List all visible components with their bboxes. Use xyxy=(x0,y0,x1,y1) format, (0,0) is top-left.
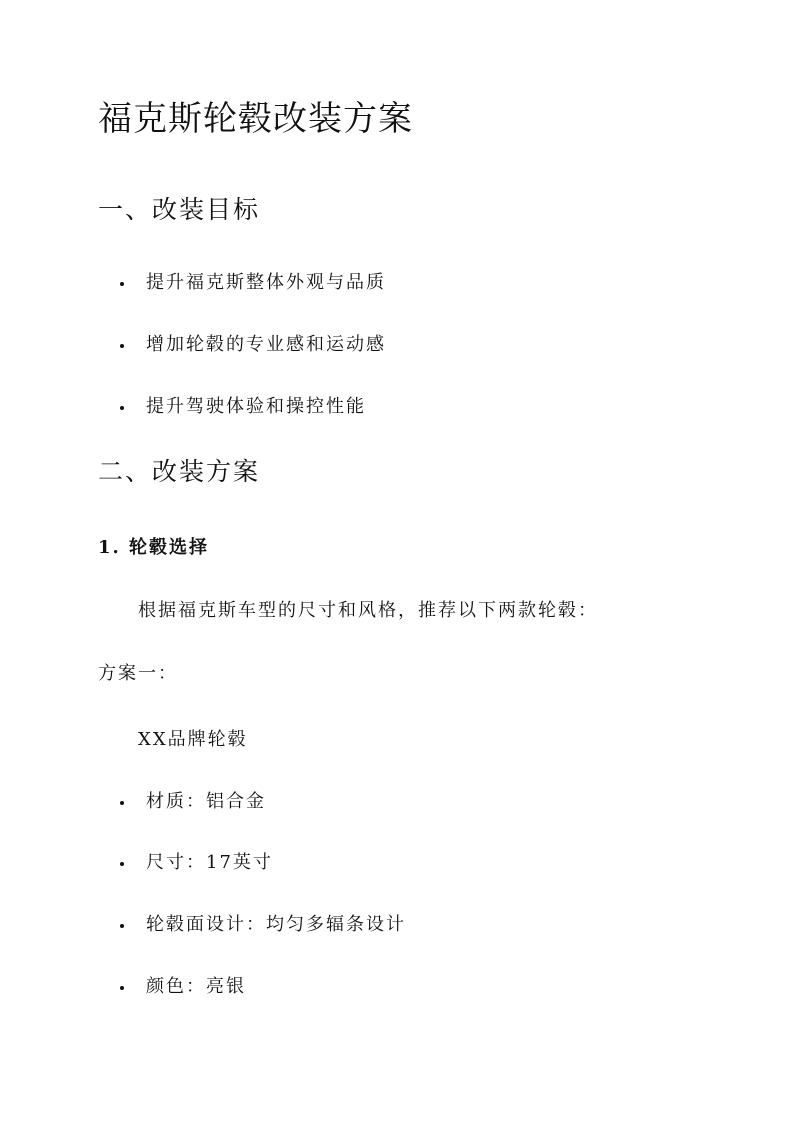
spec-list-item xyxy=(116,850,273,876)
section-heading-plan: 二、改装方案 xyxy=(98,457,261,486)
document-title: 福克斯轮毂改装方案 xyxy=(98,99,413,139)
spec-text: 材质：铝合金 xyxy=(146,791,266,812)
spec-list-item xyxy=(116,974,246,1000)
spec-text: 颜色：亮银 xyxy=(146,976,246,997)
bullet-icon xyxy=(120,406,124,410)
brand-name: XX品牌轮毂 xyxy=(138,729,248,750)
intro-paragraph: 根据福克斯车型的尺寸和风格，推荐以下两款轮毂： xyxy=(138,600,598,621)
goal-list-item xyxy=(116,332,386,358)
subsection-heading-wheel-selection: 1. 轮毂选择 xyxy=(98,537,210,558)
goal-list-item xyxy=(116,270,386,296)
bullet-icon xyxy=(120,801,124,805)
goal-list-item xyxy=(116,394,366,420)
spec-list-item xyxy=(116,789,266,815)
bullet-icon xyxy=(120,924,124,928)
option-label: 方案一： xyxy=(98,663,178,684)
spec-text: 尺寸：17英寸 xyxy=(146,852,273,873)
bullet-icon xyxy=(120,986,124,990)
spec-text: 轮毂面设计：均匀多辐条设计 xyxy=(146,914,406,935)
bullet-icon xyxy=(120,862,124,866)
goal-text: 提升福克斯整体外观与品质 xyxy=(146,272,386,293)
section-heading-goals: 一、改装目标 xyxy=(98,195,261,224)
goal-text: 提升驾驶体验和操控性能 xyxy=(146,396,366,417)
spec-list-item xyxy=(116,912,406,938)
bullet-icon xyxy=(120,344,124,348)
bullet-icon xyxy=(120,282,124,286)
goal-text: 增加轮毂的专业感和运动感 xyxy=(146,334,386,355)
